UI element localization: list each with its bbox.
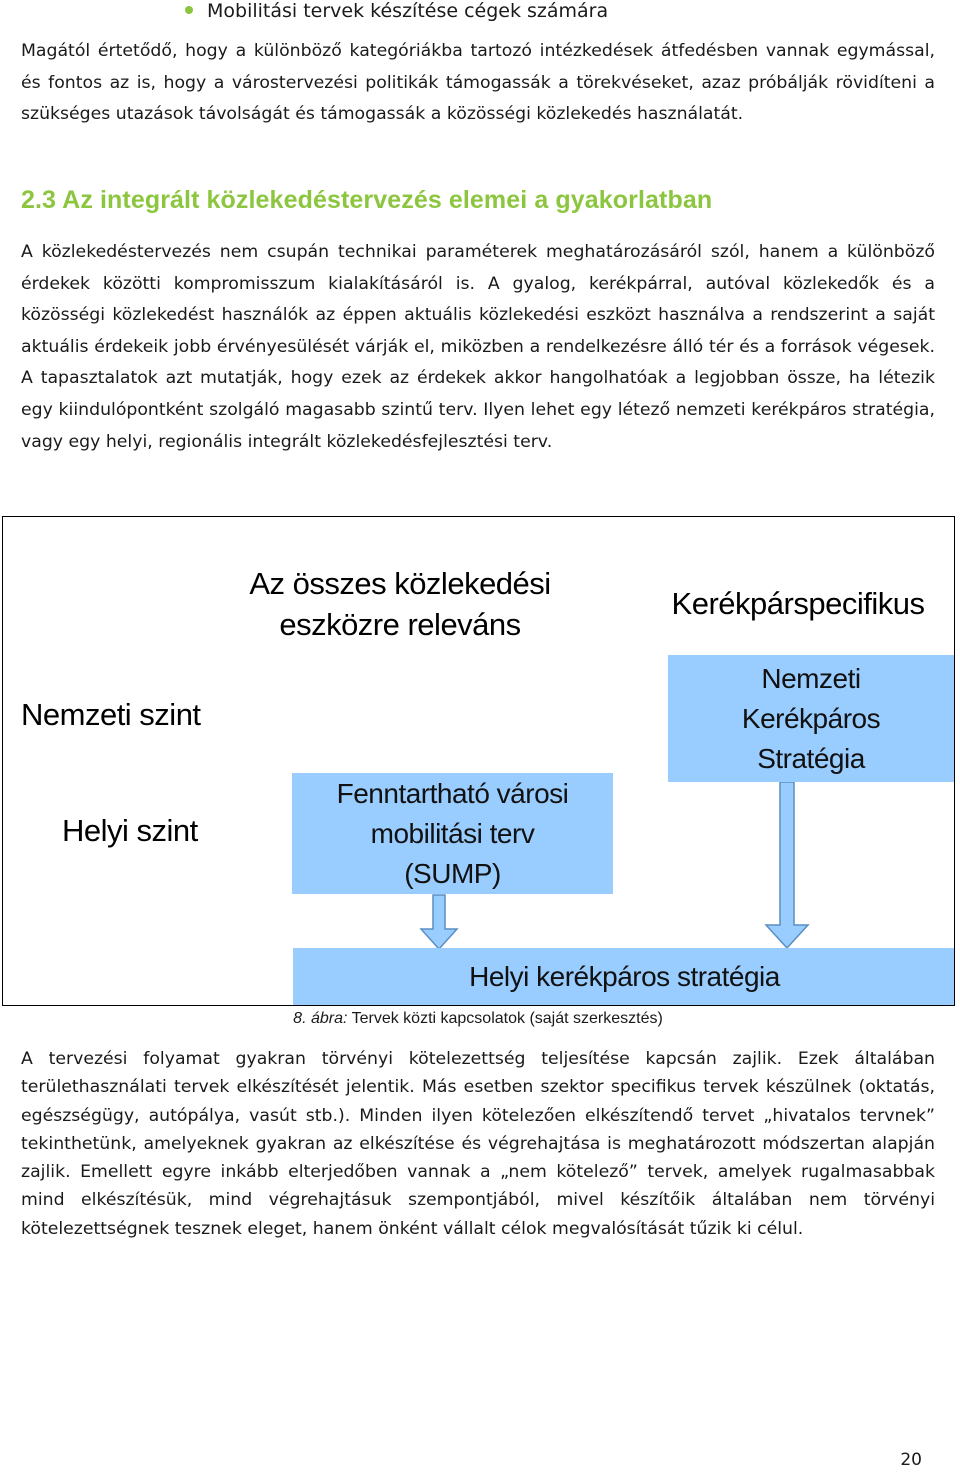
arrow-sump-to-local: [421, 895, 457, 949]
national-box-line2: Kerékpáros: [741, 702, 881, 734]
column-title-all-modes-line1: Az összes közlekedési: [249, 566, 551, 601]
local-box-label: Helyi kerékpáros stratégia: [469, 961, 780, 992]
figure-number: 8. ábra:: [293, 1010, 348, 1027]
paragraph-plans: A tervezési folyamat gyakran törvényi kötelezettség teljesítése kapcsán zajlik. Ezek általában területhasználati tervek elkészítését jelentik. Más esetben szektor specifikus tervek készülnek (oktatás, egészségügy, autópálya, vasút stb.). Minden ilyen kötelezően elkészítendő tervet „hivatalos tervnek” tekinthetünk, amelyeknek gyakran az elkészítése és végrehajtása is meghatározott módszertan alapján zajlik. Emellett egyre inkább elterjedőben vannak a „nem kötelező” tervek, amelyek rugalmasabbak mind elkészítésük, mind végrehajtásuk szempontjából, mivel készítőik általában nem törvényi kötelezettségnek tesznek eleget, hanem önként vállalt célok megvalósítását tűzik ki célul.: [21, 1049, 935, 1239]
row-label-national: Nemzeti szint: [21, 697, 201, 732]
section-heading: 2.3 Az integrált közlekedéstervezés elemei a gyakorlatban: [21, 186, 713, 214]
national-box-line1: Nemzeti: [761, 662, 861, 694]
page-number: 20: [900, 1450, 922, 1470]
bullet-text: Mobilitási tervek készítése cégek számára: [207, 0, 609, 22]
national-box-line3: Stratégia: [757, 742, 865, 774]
bullet-item: [185, 0, 608, 24]
sump-box-line2: mobilitási terv: [370, 817, 535, 849]
bullet-dot-icon: [185, 6, 193, 14]
paragraph-planning: A közlekedéstervezés nem csupán technikai paraméterek meghatározásáról szól, hanem a különböző érdekek közötti kompromisszum kialakításáról is. A gyalog, kerékpárral, autóval közlekedők és a közösségi közlekedést használók az éppen aktuális közlekedési eszközt használva a rendszerint a saját aktuális érdekeik jobb érvényesülését várják el, miközben a rendelkezésre álló tér és a források végesek. A tapasztalatok azt mutatják, hogy ezek az érdekek akkor hangolhatóak a legjobban össze, ha létezik egy kiindulópontként szolgáló magasabb szintű terv. Ilyen lehet egy létező nemzeti kerékpáros stratégia, vagy egy helyi, regionális integrált közlekedésfejlesztési terv.: [21, 242, 935, 452]
local-bike-strategy-box: [293, 948, 955, 1006]
column-title-all-modes-line2: eszközre releváns: [279, 607, 521, 642]
row-label-local: Helyi szint: [62, 813, 198, 848]
paragraph-intro: Magától értetődő, hogy a különböző kategóriákba tartozó intézkedések átfedésben vannak egymással, és fontos az is, hogy a várostervezési politikák támogassák a törekvéseket, azaz próbálják rövidíteni a szükséges utazások távolságát és támogassák a közösségi közlekedés használatát.: [21, 41, 935, 125]
plans-relationship-diagram: [2, 516, 955, 1006]
column-title-bike-specific: Kerékpárspecifikus: [671, 586, 925, 621]
figure-caption: [0, 1007, 956, 1031]
figure-caption-text: Tervek közti kapcsolatok (saját szerkesztés): [347, 1010, 663, 1027]
arrow-national-to-local: [766, 782, 808, 948]
sump-box: [292, 773, 613, 894]
sump-box-line3: (SUMP): [404, 857, 501, 889]
national-bike-strategy-box: [668, 655, 954, 782]
sump-box-line1: Fenntartható városi: [336, 777, 569, 809]
